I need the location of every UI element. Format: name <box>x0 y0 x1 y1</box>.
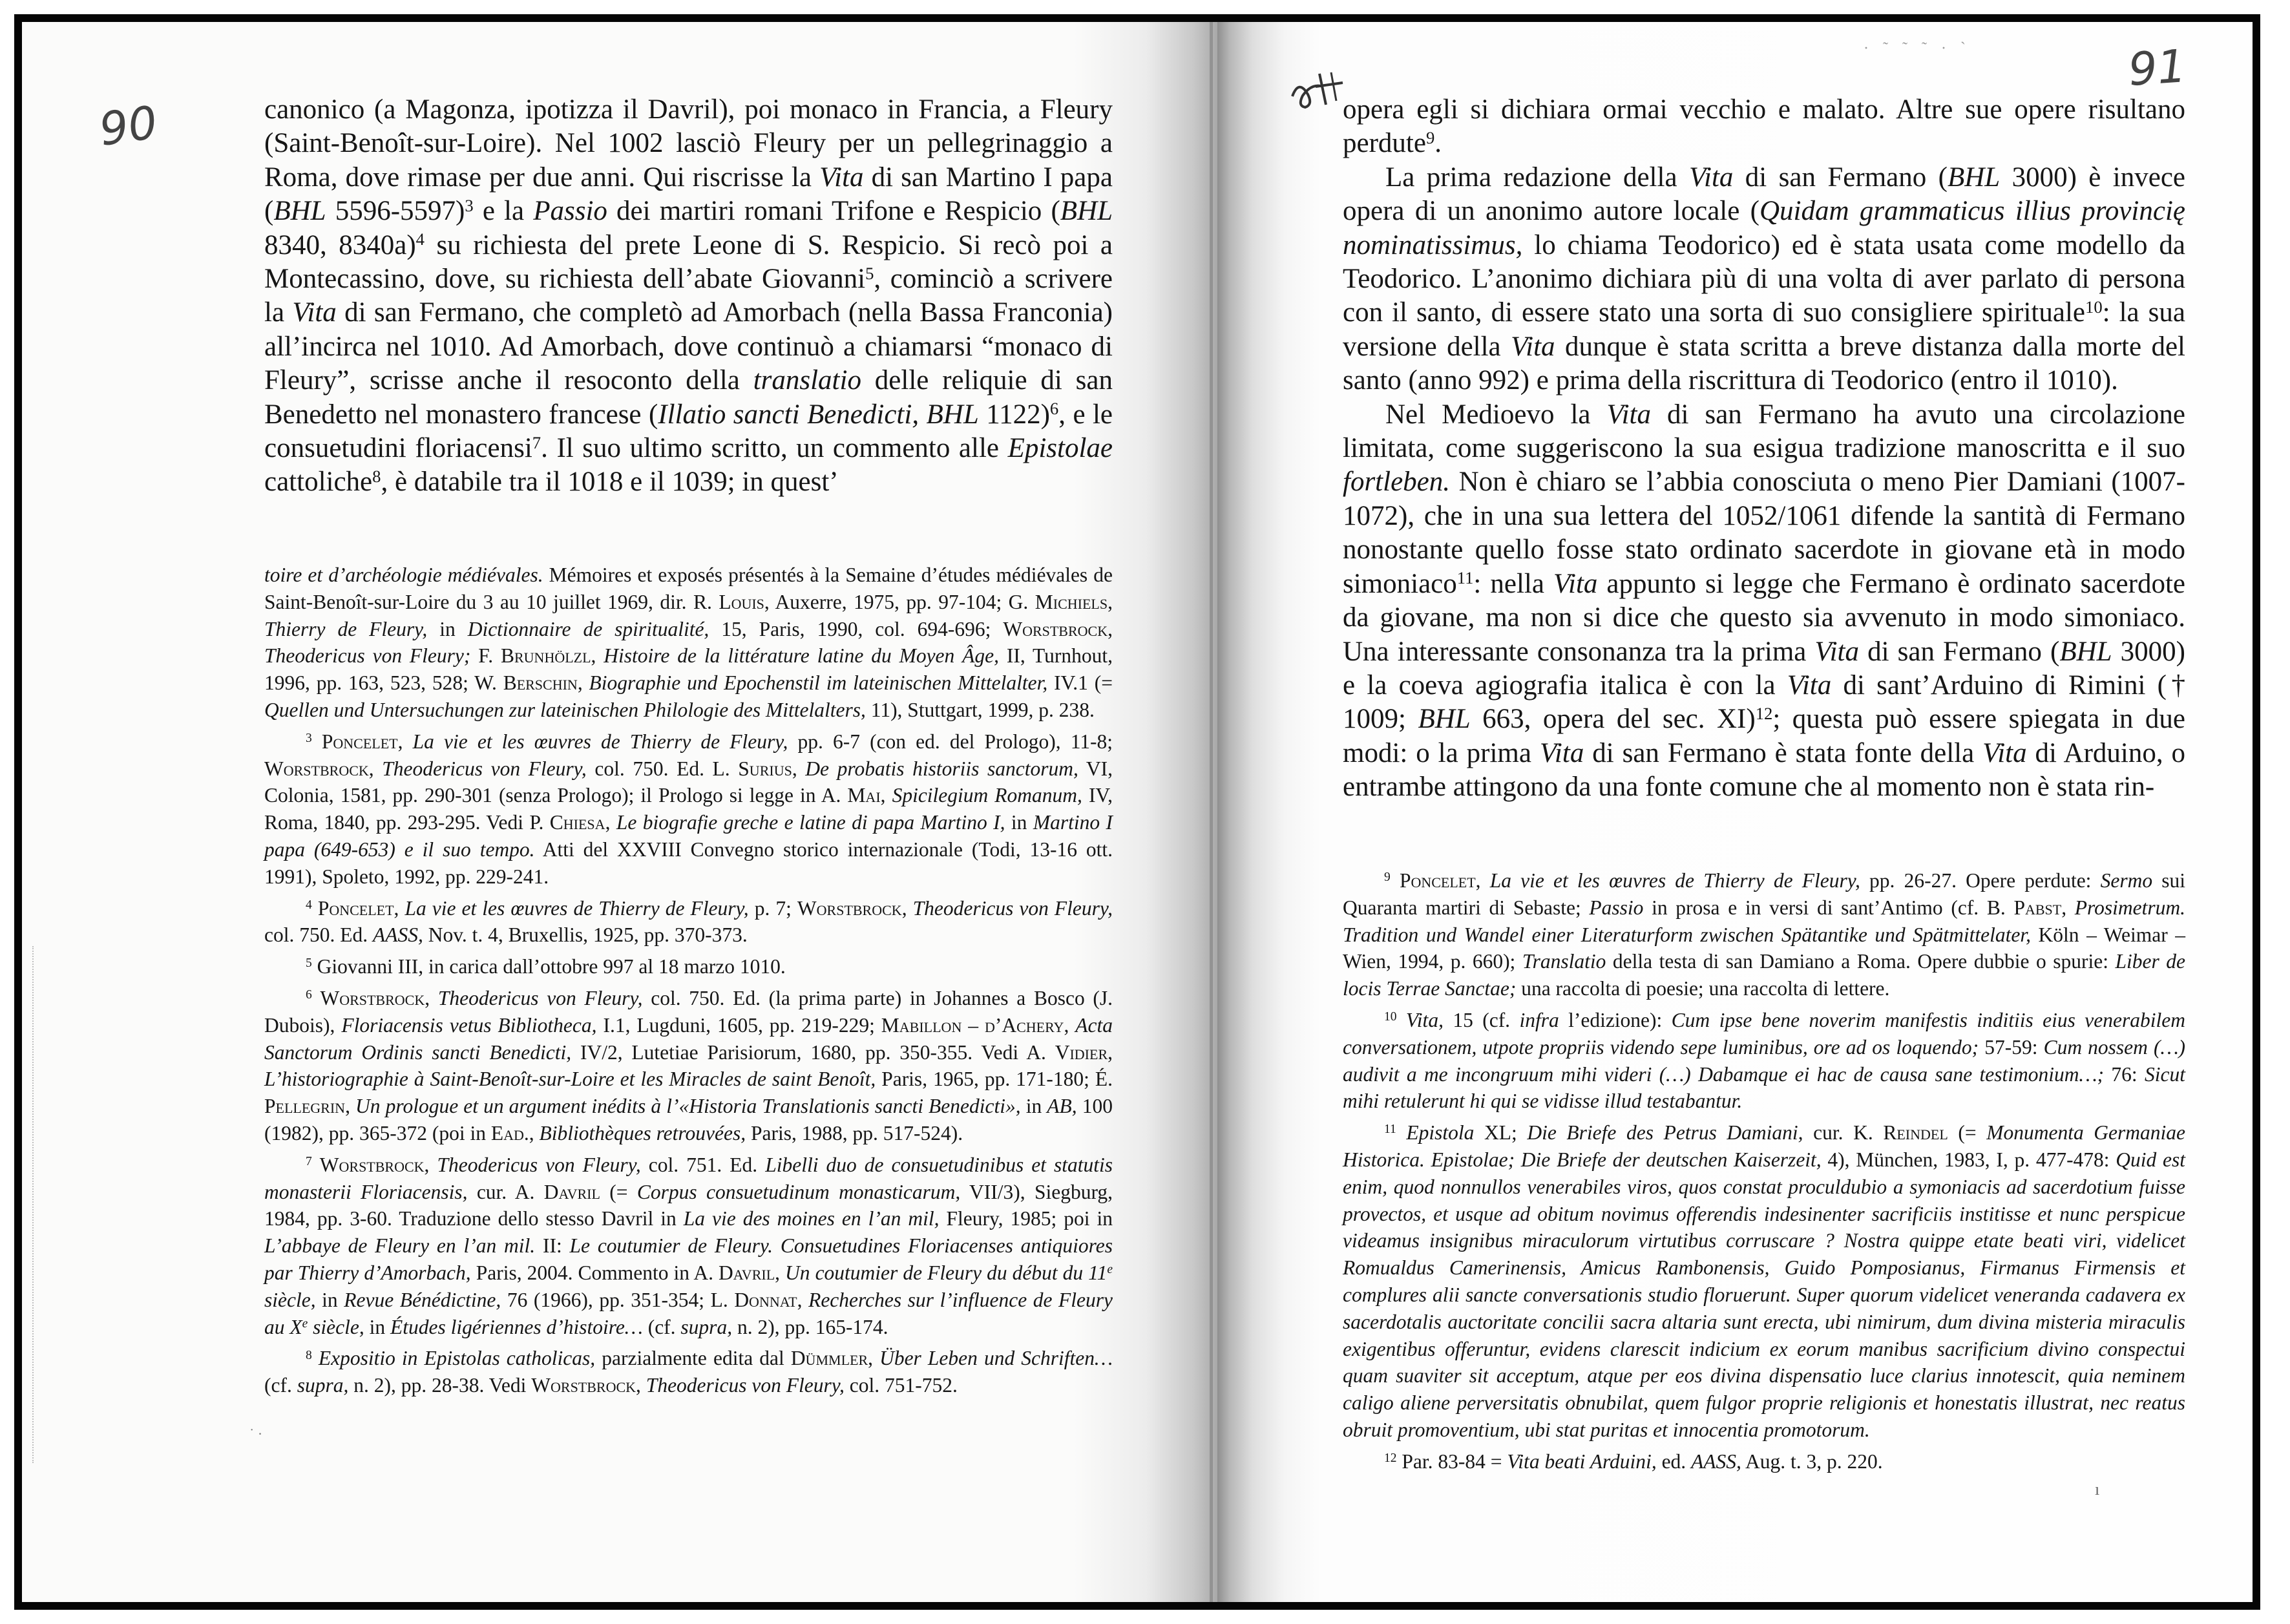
reference-mark: 11 <box>1456 568 1474 588</box>
left-body-text <box>264 93 1113 500</box>
left-page <box>22 22 1217 1602</box>
text-run: BHL <box>1060 196 1113 227</box>
text-run: Paris, 2004. Commento in A. <box>470 1261 719 1284</box>
text-run: 76: <box>2104 1062 2145 1086</box>
footnote <box>264 895 1113 949</box>
faint-header-marks: · ˜ ˜ ˜ · ` <box>1864 40 1971 57</box>
right-page <box>1217 22 2253 1602</box>
text-run: . Il suo ultimo scritto, un commento alle <box>541 433 1008 464</box>
text-run: di san Fermano ha avuto una circolazione limitata, come suggeriscono la sua esigua tradizione manoscritta e il suo <box>1343 399 2185 464</box>
text-run: BHL <box>2059 636 2112 667</box>
text-run: col. 751-752. <box>844 1374 958 1397</box>
text-run: Michiels <box>1035 590 1108 613</box>
text-run: , <box>1475 869 1490 892</box>
reference-mark: 12 <box>1755 703 1773 723</box>
text-run: di san Martino I papa ( <box>264 162 1113 227</box>
right-body-text <box>1343 93 2185 805</box>
text-run: Paris, 1965, pp. 171-180; É. <box>876 1068 1113 1091</box>
reference-mark: e <box>1107 1263 1113 1277</box>
footnote <box>264 985 1113 1147</box>
text-run: in prosa e in versi di sant’Antimo (cf. B. <box>1643 896 2014 919</box>
text-run: Mai <box>847 784 881 807</box>
text-run: , <box>605 811 616 834</box>
text-run: Un prologue et un argument inédits à l’«Historia Translationis sancti Benedicti», <box>355 1095 1021 1118</box>
text-run: Epistola <box>1406 1121 1475 1144</box>
text-run: , <box>591 644 604 668</box>
text-run: pp. 6-7 (con ed. del Prologo), 11-8; <box>788 730 1113 753</box>
text-run: Expositio in Epistolas catholicas, <box>318 1347 596 1370</box>
text-run: Le biografie greche e latine di papa Martino I, <box>616 811 1005 834</box>
text-run: cur. K. <box>1803 1121 1884 1144</box>
reference-mark: 5 <box>306 956 312 971</box>
reference-mark: 9 <box>1384 870 1391 885</box>
text-run: La vie et les œuvres de Thierry de Fleury, <box>404 896 749 920</box>
text-run: Worstbrock <box>797 896 902 920</box>
text-run: VII/3), Siegburg, 1984, pp. 3-60. Traduzione dello stesso Davril in <box>264 1180 1113 1230</box>
left-page-number: 90 <box>96 96 161 156</box>
text-run: appunto si legge che Fermano è ordinato sacerdote da giovane, ma non si dice che questo sia avvenuto in modo simoniaco. Una interessante consonanza tra la prima <box>1343 568 2185 667</box>
text-run: fortleben. <box>1343 467 1450 498</box>
text-run: , <box>397 730 413 753</box>
text-run: L’abbaye de Fleury en l’an mil. <box>264 1234 536 1258</box>
text-run: supra, <box>297 1374 349 1397</box>
text-run: Theodericus von Fleury; <box>264 644 471 668</box>
text-run: Davril <box>543 1180 600 1203</box>
text-run: (cf. <box>264 1374 297 1397</box>
text-run: Poncelet <box>321 730 398 753</box>
text-run: Cum nossem (…) audivit a me incongruum mihi videri (…) Dabamque ei hac de causa sane testimonium…; <box>1343 1035 2185 1086</box>
text-run: Fleury, 1985; poi in <box>939 1207 1113 1230</box>
text-run: una raccolta di poesie; una raccolta di lettere. <box>1516 977 1890 1000</box>
text-run: Bibliothèques retrouvées, <box>539 1121 746 1144</box>
text-run: 11), Stuttgart, 1999, p. 238. <box>865 698 1095 721</box>
text-run: di san Fermano ( <box>1733 162 1948 193</box>
text-run: e la <box>473 196 534 227</box>
text-run: Études ligériennes d’histoire… <box>390 1315 643 1338</box>
text-run: Vita <box>1814 636 1859 667</box>
reference-mark: 11 <box>1384 1123 1396 1137</box>
text-run: ed. <box>1656 1450 1692 1473</box>
text-run: col. 750. Ed. <box>264 923 373 947</box>
handwritten-correction-mark <box>1286 67 1347 119</box>
text-run: cur. A. <box>467 1180 544 1203</box>
reference-mark: 9 <box>1425 128 1435 148</box>
text-run: F. <box>470 644 501 668</box>
text-run: Vita <box>1606 399 1651 430</box>
reference-mark: 3 <box>306 732 312 746</box>
text-run: , Auxerre, 1975, pp. 97-104; G. <box>764 590 1035 613</box>
text-run: Theodericus von Fleury, <box>912 896 1113 920</box>
text-run: Die Briefe des Petrus Damiani, <box>1527 1121 1803 1144</box>
text-run: di san Fermano, che completò ad Amorbach (nella Bassa Franconia) all’incirca nel 1010. Ad Amorbach, dove continuò a chiamarsi “monaco di Fleury”, scrisse anche il resoconto della <box>264 297 1113 396</box>
text-run: Sermo <box>2100 869 2153 892</box>
text-run: translatio <box>753 365 861 396</box>
text-run: AB, <box>1047 1095 1077 1118</box>
text-run: col. 751. Ed. <box>640 1153 766 1176</box>
text-run: Köln – Weimar – Wien, 1994, p. 660); <box>1343 923 2185 973</box>
text-run: Acta Sanctorum Ordinis sancti Benedicti, <box>264 1013 1113 1064</box>
text-run <box>312 1347 319 1369</box>
text-run: , <box>880 784 892 807</box>
text-run: infra <box>1519 1008 1559 1031</box>
text-run: , <box>797 1288 809 1311</box>
text-run: Passio <box>533 196 607 227</box>
text-run: Aug. t. 3, p. 220. <box>1741 1450 1883 1473</box>
text-run: 8340, 8340a) <box>264 229 416 260</box>
text-run: , <box>368 757 383 780</box>
text-run: Un coutumier de Fleury du début du 11 <box>785 1261 1108 1284</box>
text-run <box>1397 1009 1406 1031</box>
text-run: 57-59: <box>1979 1035 2044 1059</box>
footnote <box>264 953 1113 980</box>
text-run: Vita beati Arduini, <box>1507 1450 1657 1473</box>
text-run: su richiesta del prete Leone di S. Respicio. Si recò poi a Montecassino, dove, su richiesta dell’abate Giovanni <box>264 229 1113 295</box>
text-run: Theodericus von Fleury, <box>646 1374 845 1397</box>
text-run: 4), München, 1983, I, p. 477-478: <box>1821 1148 2116 1171</box>
text-run: cattoliche <box>264 467 373 498</box>
text-run: Reindel <box>1883 1121 1948 1144</box>
text-run: Pabst <box>2013 896 2062 919</box>
paragraph <box>1343 398 2185 805</box>
text-run <box>312 987 320 1009</box>
text-run: Mémoires et exposés présentés à la Semaine d’études médiévales de Saint-Benoît-sur-Loire du 3 au 10 juillet 1969, dir. R. <box>264 564 1113 613</box>
reference-mark: 7 <box>306 1154 312 1168</box>
text-run: l’edizione): <box>1559 1008 1672 1031</box>
text-run: IV, Roma, 1840, pp. 293-295. Vedi P. <box>264 784 1113 834</box>
text-run: delle reliquie di san Benedetto nel monastero francese ( <box>264 365 1113 430</box>
reference-mark: 8 <box>306 1348 312 1362</box>
scan-edge-noise <box>32 946 39 1463</box>
text-run: Donnat <box>734 1288 797 1311</box>
text-run: Martino I papa (649-653) e il suo tempo. <box>264 811 1113 861</box>
text-run: IV.1 (= <box>1047 671 1113 695</box>
text-run: 15 (cf. <box>1443 1008 1520 1031</box>
reference-mark: 4 <box>415 229 425 249</box>
text-run: n. 2), pp. 165-174. <box>732 1315 888 1338</box>
reference-mark: 8 <box>372 467 381 487</box>
text-run: Liber de locis Terrae Sanctae; <box>1343 950 2185 1000</box>
text-run: supra, <box>680 1315 733 1338</box>
text-run: Recherches sur l’influence de Fleury au X <box>264 1288 1113 1338</box>
text-run: Über Leben und Schriften… <box>879 1347 1113 1370</box>
text-run <box>312 897 318 920</box>
text-run: Louis <box>719 590 764 613</box>
text-run: , <box>775 1261 786 1284</box>
text-run: Libelli duo de consuetudinibus et statutis monasterii Floriacensis, <box>264 1153 1113 1203</box>
text-run: IV/2, Lutetiae Parisiorum, 1680, pp. 350-355. Vedi A. <box>571 1040 1055 1064</box>
text-run: Worstbrock <box>320 986 425 1009</box>
text-run: , è databile tra il 1018 e il 1039; in quest’ <box>381 467 839 498</box>
text-run: parzialmente edita dal <box>595 1347 791 1370</box>
text-run: , e le consuetudini floriacensi <box>264 399 1113 464</box>
text-run: Giovanni III, in carica dall’ottobre 997 al 18 marzo 1010. <box>311 955 786 978</box>
text-run: Monumenta Germaniae Historica. Epistolae; Die Briefe der deutschen Kaiserzeit, <box>1343 1121 2186 1171</box>
text-run: Cum ipse bene noverim manifestis inditiis eius venerabilem conversationem, utpote propriis videndo sepe luminibus, ore ad os loquendo; <box>1343 1008 2185 1059</box>
text-run: Davril <box>719 1261 775 1284</box>
text-run: Vita <box>1982 737 2027 768</box>
text-run: dei martiri romani Trifone e Respicio ( <box>607 196 1060 227</box>
text-run: , <box>1108 1040 1113 1064</box>
text-run: Vita <box>1688 162 1734 193</box>
text-run: L’historiographie à Saint-Benoît-sur-Loire et les Miracles de saint Benoît, <box>264 1068 876 1091</box>
text-run: di sant’Arduino di Rimini († 1009; <box>1343 670 2185 735</box>
text-run: : nella <box>1473 568 1553 599</box>
text-run: , <box>1108 590 1113 613</box>
text-run: Revue Bénédictine, <box>344 1288 501 1311</box>
paragraph <box>264 93 1113 500</box>
text-run: Translatio <box>1522 950 1606 973</box>
text-run: : la sua versione della <box>1343 297 2185 362</box>
reference-mark: 10 <box>2085 297 2103 317</box>
text-run: in <box>364 1315 391 1338</box>
text-run: Prosimetrum. Tradition und Wandel einer Literaturform zwischen Spätantike und Spätmittelater, <box>1343 896 2186 946</box>
text-run: (cf. <box>642 1315 681 1338</box>
text-run: Vita <box>1787 670 1832 701</box>
text-run: Pellegrin <box>264 1095 346 1118</box>
text-run: II: <box>535 1234 570 1258</box>
reference-mark: 5 <box>865 263 874 283</box>
text-run: di san Fermano ( <box>1858 636 2060 667</box>
text-run: , <box>1064 1013 1076 1037</box>
text-run: Non è chiaro se l’abbia conosciuta o meno Pier Damiani (1007-1072), che in una sua lettera del 1052/1061 difende la santità di Fermano nonostante quello fosse stato ordinato sacerdote in giovane età in modo simoniaco <box>1343 467 2185 599</box>
text-run: Vita <box>1539 737 1584 768</box>
text-run: VI, Colonia, 1581, pp. 290-301 (senza Prologo); il Prologo si legge in A. <box>264 757 1113 807</box>
text-run: Thierry de Fleury, <box>264 617 428 640</box>
text-run: , <box>529 1121 540 1144</box>
text-run: 3000) e la coeva agiografia italica è con la <box>1343 636 2185 701</box>
reference-mark: 6 <box>306 988 312 1002</box>
text-run: De probatis historiis sanctorum, <box>805 757 1078 780</box>
text-run <box>312 730 322 753</box>
text-run: p. 7; <box>748 896 797 920</box>
text-run: Dümmler <box>790 1347 868 1370</box>
text-run: Atti del XXVIII Convegno storico internazionale (Todi, 13-16 ott. 1991), Spoleto, 1992, pp. 229-241. <box>264 838 1113 888</box>
text-run: toire et d’archéologie médiévales. <box>264 564 543 586</box>
text-run: , <box>2061 896 2075 919</box>
text-run: siècle, <box>264 1288 316 1311</box>
text-run: La vie et les œuvres de Thierry de Fleury, <box>412 730 788 753</box>
text-run: Poncelet <box>317 896 394 920</box>
text-run: Par. 83-84 = <box>1396 1450 1507 1473</box>
text-run: opera egli si dichiara ormai vecchio e malato. Altre sue opere risultano perdute <box>1343 94 2185 159</box>
text-run: Brunhölzl <box>500 644 591 668</box>
reference-mark: 7 <box>532 432 541 452</box>
text-run: Theodericus von Fleury, <box>382 757 587 780</box>
right-footnotes <box>1343 867 2185 1480</box>
text-run: 3000) è invece opera di un anonimo autore locale ( <box>1343 162 2186 227</box>
footnote <box>1343 1448 2185 1475</box>
text-run: , <box>792 757 806 780</box>
footnote <box>1343 1007 2185 1115</box>
text-run: , <box>577 671 589 695</box>
text-run: 100 (1982), pp. 365-372 (poi in <box>264 1095 1113 1144</box>
reference-mark: e <box>302 1316 308 1331</box>
reference-mark: 3 <box>465 195 474 215</box>
paragraph <box>1343 161 2185 398</box>
text-run: Vidier <box>1055 1040 1108 1064</box>
text-run: dunque è stata scritta a breve distanza dalla morte del santo (anno 992) e prima della riscrittura di Teodorico (entro il 1010). <box>1343 331 2185 396</box>
text-run <box>1391 869 1400 892</box>
text-run: Histoire de la littérature latine du Moyen Âge, <box>604 644 999 668</box>
text-run: Corpus consuetudinum monasticarum, <box>636 1180 961 1203</box>
text-run: BHL <box>273 196 326 227</box>
text-run: Dictionnaire de spiritualité, <box>467 617 709 640</box>
text-run: , <box>394 896 405 920</box>
text-run: Quidam grammaticus illius provincię nominatissimus, <box>1343 196 2185 260</box>
text-run: di san Fermano è stata fonte della <box>1584 737 1983 768</box>
text-run: Worstbrock <box>1003 617 1108 640</box>
text-run <box>1396 1121 1407 1144</box>
text-run: BHL <box>1947 162 2001 193</box>
text-run: Epistolae <box>1007 433 1113 464</box>
reference-mark: 12 <box>1384 1451 1397 1465</box>
text-run: , <box>901 896 913 920</box>
text-run: Mabillon – d’Achery <box>881 1013 1064 1037</box>
text-run: Theodericus von Fleury, <box>437 986 643 1009</box>
paragraph <box>1343 93 2185 161</box>
footnote <box>264 728 1113 891</box>
text-run: (= <box>600 1180 637 1203</box>
book-gutter <box>1210 22 1213 1602</box>
text-run: Ead. <box>490 1121 529 1144</box>
text-run: , <box>425 986 438 1009</box>
text-run: di Arduino, o entrambe attingono da una fonte comune che al momento non è stata rin- <box>1343 737 2185 803</box>
text-run: 15, Paris, 1990, col. 694-696; <box>709 617 1003 640</box>
text-run: Chiesa <box>549 811 605 834</box>
text-run: Worstbrock <box>264 757 369 780</box>
text-run: , <box>636 1374 646 1397</box>
text-run: 1122) <box>978 399 1050 430</box>
text-run: in <box>315 1288 344 1311</box>
text-run: Quid est enim, quod nonnullos venerabiles viros, quos constat proculdubio a symoniacis ad sacerdotium fuisse provectos, et usque ad obitum novimus offerendis indesinenter sacrificiis institisse et nunc perspicue videamus insignibus miraculorum virtutibus corruscare ? Nostra quippe etate beati viri, videlicet Romualdus Camerinensis, Amicus Rambonensis, Guido Pomposianus, Firmanus Firmensis et complures alii sancte conversationis studio floruerunt. Super quorum videlicet veneranda cadavera ex sacerdotalis auctoritate concilii sacra altaria sunt erecta, ubi nimirum, dum divina misteria miraculis exigentibus offeruntur, evidens clarescit indicium ex eorum manibus sacrificium divino conspectui quam suaviter sit acceptum, atque per eos divina dispensatio luce clarius innotescit, quia neminem caligo aliene perversitatis obnubilat, quem fulgor proprie religionis et honestatis illustrat, nec reatus obruit promoventium, ubi stat puritas et innocentia promotorum. <box>1343 1148 2185 1441</box>
text-run: 5596-5597) <box>326 196 465 227</box>
text-run: Worstbrock <box>319 1153 425 1176</box>
text-run: , <box>868 1347 880 1370</box>
text-run: Spicilegium Romanum, <box>892 784 1082 807</box>
text-run: Biographie und Epochenstil im lateinischen Mittelalter, <box>589 671 1048 695</box>
text-run: Nel Medioevo la <box>1385 399 1607 430</box>
text-run: Paris, 1988, pp. 517-524). <box>746 1121 963 1144</box>
text-run: in <box>1020 1095 1047 1118</box>
stray-tick: ı <box>2095 1480 2100 1499</box>
reference-mark: 4 <box>306 898 312 912</box>
text-run: Vita <box>292 297 337 328</box>
text-run: Surius <box>738 757 792 780</box>
text-run: AASS, <box>1691 1450 1741 1473</box>
text-run: n. 2), pp. 28-38. Vedi <box>348 1374 532 1397</box>
footnote <box>1343 1119 2185 1444</box>
text-run: La prima redazione della <box>1385 162 1689 193</box>
text-run: Vita <box>1511 331 1555 362</box>
text-run: 76 (1966), pp. 351-354; L. <box>501 1288 735 1311</box>
text-run: Vita, <box>1405 1008 1444 1031</box>
text-run: Floriacensis vetus Bibliotheca, <box>341 1013 597 1037</box>
text-run: col. 750. Ed. (la prima parte) in Johannes a Bosco (J. Dubois), <box>264 986 1113 1037</box>
text-run: in <box>1005 811 1033 834</box>
scanned-book-spread <box>14 14 2260 1610</box>
text-run: , cominciò a scrivere la <box>264 264 1113 328</box>
footnote <box>264 1152 1113 1341</box>
footnote <box>264 562 1113 724</box>
text-run: BHL <box>1418 704 1471 735</box>
text-run: XL; <box>1474 1121 1528 1144</box>
right-page-number: 91 <box>2127 39 2188 97</box>
text-run: , <box>424 1153 437 1176</box>
left-footnotes <box>264 562 1113 1404</box>
stray-mark: ˙ · <box>249 1426 263 1442</box>
text-run: Passio <box>1589 896 1644 919</box>
text-run: col. 750. Ed. L. <box>586 757 739 780</box>
text-run: Vita <box>819 162 864 193</box>
text-run: canonico (a Magonza, ipotizza il Davril), poi monaco in Francia, a Fleury (Saint-Benoît-sur-Loire). Nel 1002 lasciò Fleury per un pellegrinaggio a Roma, dove rimase per due anni. Qui riscrisse la <box>264 94 1113 193</box>
text-run: Illatio sancti Benedicti, BHL <box>658 399 979 430</box>
text-run: Worstbrock <box>531 1374 636 1397</box>
text-run: , <box>1108 617 1113 640</box>
text-run: Le coutumier de Fleury. Consuetudines Floriacenses antiquiores par Thierry d’Amorbach, <box>264 1234 1113 1284</box>
text-run: Quellen und Untersuchungen zur lateinischen Philologie des Mittelalters, <box>264 698 866 721</box>
text-run: 663, opera del sec. XI) <box>1470 704 1756 735</box>
text-run: AASS, <box>372 923 423 947</box>
text-run: pp. 26-27. Opere perdute: <box>1860 869 2101 892</box>
text-run <box>312 1154 320 1176</box>
text-run: La vie des moines en l’an mil, <box>683 1207 940 1230</box>
text-run: (= <box>1948 1121 1987 1144</box>
text-run: La vie et les œuvres de Thierry de Fleury, <box>1489 869 1860 892</box>
footnote <box>1343 867 2185 1002</box>
text-run: I.1, Lugduni, 1605, pp. 219-229; <box>596 1013 881 1037</box>
text-run: siècle, <box>308 1315 364 1338</box>
text-run: Poncelet <box>1399 869 1476 892</box>
text-run: Berschin <box>503 671 578 695</box>
text-run: in <box>427 617 468 640</box>
text-run: della testa di san Damiano a Roma. Opere dubbie o spurie: <box>1606 950 2116 973</box>
text-run: II, Turnhout, 1996, pp. 163, 523, 528; W. <box>264 644 1113 695</box>
text-run: , <box>345 1095 356 1118</box>
text-run: Nov. t. 4, Bruxellis, 1925, pp. 370-373. <box>423 923 748 947</box>
text-run: Theodericus von Fleury, <box>437 1153 641 1176</box>
text-run: ; questa può essere spiegata in due modi: o la prima <box>1343 704 2185 768</box>
text-run: Vita <box>1553 568 1598 599</box>
reference-mark: 6 <box>1049 399 1059 419</box>
text-run: lo chiama Teodorico) ed è stata usata come modello da Teodorico. L’anonimo dichiara più di una volta di aver parlato di persona con il santo, di essere stato una sorta di suo consigliere spirituale <box>1343 229 2185 328</box>
text-run: Sicut mihi retulerunt hi qui se vidisse illud testabantur. <box>1343 1062 2185 1113</box>
reference-mark: 10 <box>1384 1010 1397 1024</box>
text-run: . <box>1434 128 1442 159</box>
text-run: sui Quaranta martiri di Sebaste; <box>1343 869 2186 919</box>
footnote <box>264 1345 1113 1399</box>
